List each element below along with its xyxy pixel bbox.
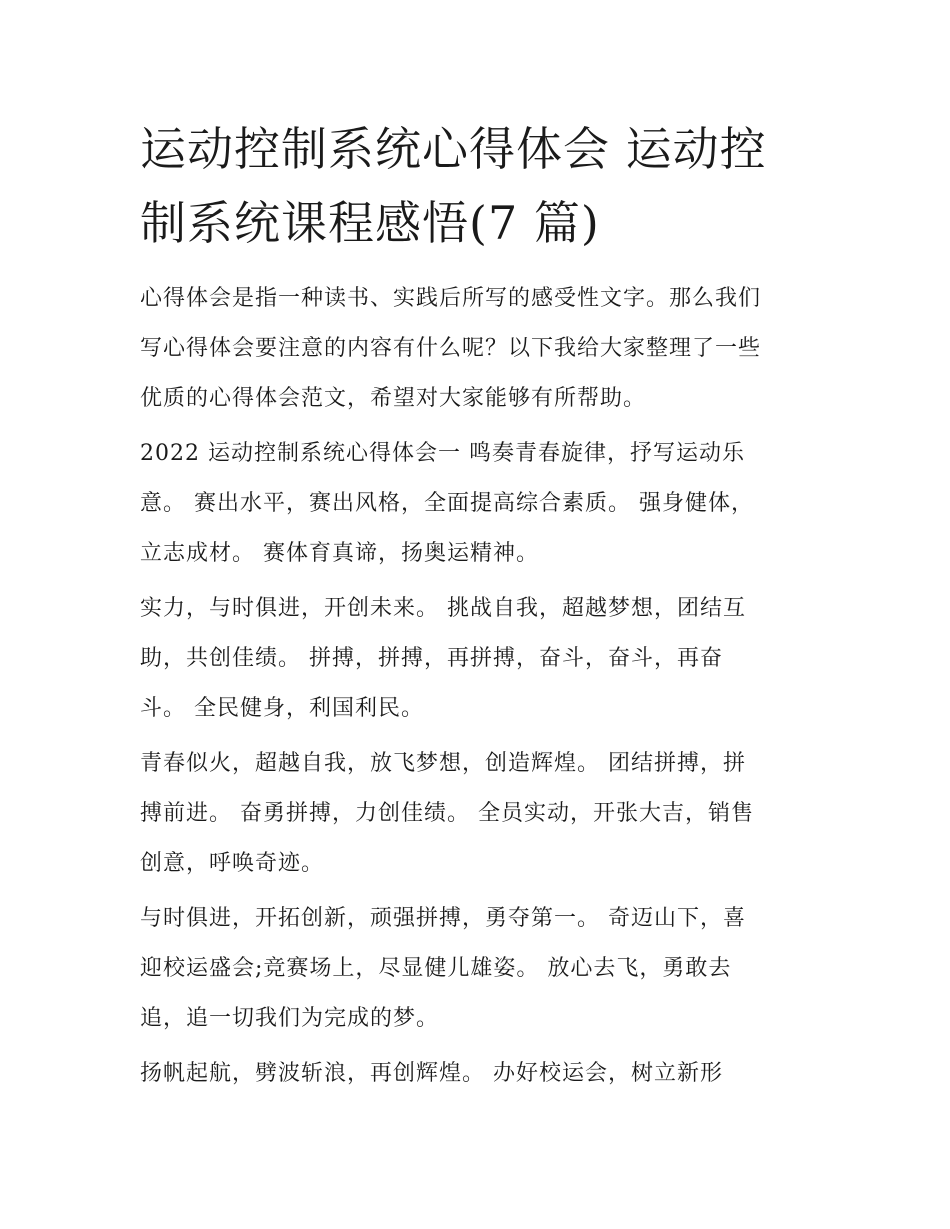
body-paragraph	[140, 429, 820, 579]
text-line: 搏前进。 奋勇拼搏，力创佳绩。 全员实动，开张大吉，销售	[140, 801, 754, 826]
text-line: 创意，呼唤奇迹。	[140, 851, 325, 876]
text-line: 意。 赛出水平，赛出风格，全面提高综合素质。 强身健体，	[140, 491, 754, 516]
text-line: 写心得体会要注意的内容有什么呢？以下我给大家整理了一些	[140, 336, 762, 361]
text-line: 扬帆起航，劈波斩浪，再创辉煌。 办好校运会，树立新形	[140, 1061, 723, 1086]
document-title	[140, 112, 820, 260]
text-line: 迎校运盛会;竞赛场上，尽显健儿雄姿。 放心去飞，勇敢去	[140, 956, 732, 981]
text-line: 优质的心得体会范文，希望对大家能够有所帮助。	[140, 386, 647, 411]
intro-paragraph	[140, 274, 820, 424]
body-paragraph	[140, 584, 820, 734]
text-line: 追，追一切我们为完成的梦。	[140, 1006, 440, 1031]
text-line: 2022 运动控制系统心得体会一 鸣奏青春旋律，抒写运动乐	[140, 441, 745, 466]
title-line: 运动控制系统心得体会 运动控	[140, 122, 767, 176]
text-line: 立志成材。 赛体育真谛，扬奥运精神。	[140, 541, 539, 566]
body-paragraph	[140, 1049, 820, 1099]
body-paragraph	[140, 894, 820, 1044]
text-line: 助，共创佳绩。 拼搏，拼搏，再拼搏，奋斗，奋斗，再奋	[140, 646, 723, 671]
text-line: 实力，与时俱进，开创未来。 挑战自我，超越梦想，团结互	[140, 596, 746, 621]
text-line: 心得体会是指一种读书、实践后所写的感受性文字。那么我们	[140, 286, 762, 311]
document-content	[140, 112, 820, 1104]
text-line: 斗。 全民健身，利国利民。	[140, 696, 424, 721]
text-line: 与时俱进，开拓创新，顽强拼搏，勇夺第一。 奇迈山下，喜	[140, 906, 746, 931]
body-paragraph	[140, 739, 820, 889]
text-line: 青春似火，超越自我，放飞梦想，创造辉煌。 团结拼搏，拼	[140, 751, 746, 776]
title-line: 制系统课程感悟(7 篇)	[140, 196, 600, 250]
